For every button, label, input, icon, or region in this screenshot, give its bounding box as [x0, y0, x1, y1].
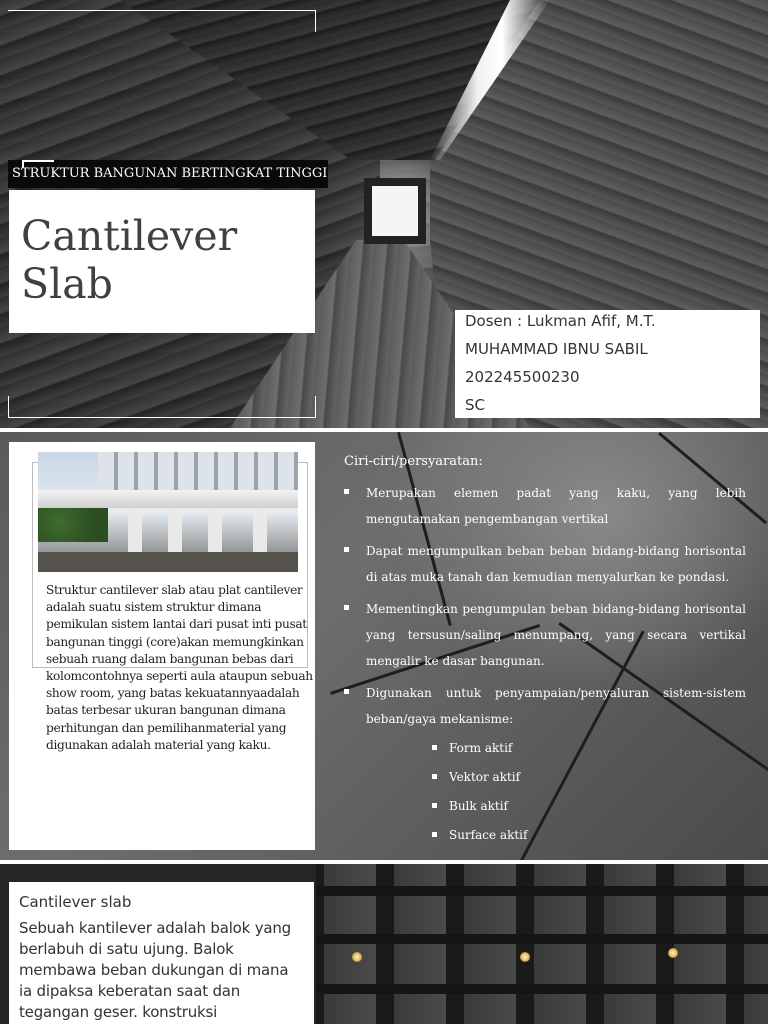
author-info-box: [455, 310, 760, 418]
requirements-heading: Ciri-ciri/persyaratan:: [344, 454, 483, 469]
ceiling-beam: [316, 934, 768, 944]
square-bullet-icon: [344, 605, 349, 610]
description-card: [9, 442, 315, 850]
sub-list-item: Vektor aktif: [344, 767, 746, 787]
title-box: [9, 190, 315, 333]
sub-list-item: Surface aktif: [344, 825, 746, 845]
student-name-line: MUHAMMAD IBNU SABIL: [465, 340, 648, 358]
ceiling-beam: [316, 984, 768, 994]
square-bullet-icon: [432, 745, 437, 750]
definition-box: [9, 882, 314, 1024]
sub-list-item: Bulk aktif: [344, 796, 746, 816]
list-item: Mementingkan pengumpulan beban bidang-bidang horisontal yang tersusun/saling menumpang, yang secara vertikal mengalir ke dasar bangunan.: [344, 596, 746, 674]
slide-characteristics: [0, 432, 768, 860]
square-bullet-icon: [432, 774, 437, 779]
list-item: Digunakan untuk penyampaian/penyaluran sistem-sistem beban/gaya mekanisme:: [344, 680, 746, 732]
student-id-line: 202245500230: [465, 368, 580, 386]
definition-title: Cantilever slab: [19, 893, 132, 911]
ceiling-lamp: [668, 948, 678, 958]
ceiling-beam: [316, 886, 768, 896]
square-bullet-icon: [432, 832, 437, 837]
square-bullet-icon: [344, 547, 349, 552]
course-subtitle: STRUKTUR BANGUNAN BERTINGKAT TINGGI: [8, 160, 328, 188]
ceiling-lamp: [520, 952, 530, 962]
subtitle-corner-mark: [22, 160, 54, 168]
sub-list-item: Form aktif: [344, 738, 746, 758]
corridor-end-window: [364, 178, 426, 244]
square-bullet-icon: [344, 689, 349, 694]
requirements-list: [344, 452, 746, 854]
class-line: SC: [465, 396, 485, 414]
slide-definition: [0, 864, 768, 1024]
square-bullet-icon: [344, 489, 349, 494]
decorative-frame-top: [8, 10, 316, 32]
list-item: Dapat mengumpulkan beban beban bidang-bidang horisontal di atas muka tanah dan kemudian menyalurkan ke pondasi.: [344, 538, 746, 590]
lecturer-line: Dosen : Lukman Afif, M.T.: [465, 312, 656, 330]
presentation-title: Cantilever Slab: [21, 212, 238, 308]
ceiling-lamp: [352, 952, 362, 962]
cantilever-building-photo: [38, 452, 298, 572]
decorative-frame-bottom: [8, 396, 316, 418]
square-bullet-icon: [432, 803, 437, 808]
definition-body: Sebuah kantilever adalah balok yang berlabuh di satu ujung. Balok membawa beban dukungan di mana ia dipaksa keberatan saat dan tegangan geser. konstruksi: [19, 919, 292, 1021]
cantilever-description: Struktur cantilever slab atau plat cantilever adalah suatu sistem struktur dimana pemikulan sistem lantai dari pusat inti pusat bangunan tinggi (core)akan memungkinkan sebuah ruang dalam bangunan bebas dari kolomcontohnya seperti aula ataupun sebuah show room, yang batas kekuatannyaadalah batas terbesar ukuran bangunan dimana perhitungan dan pemilihanmaterial yang digunakan adalah material yang kaku.: [46, 583, 313, 752]
slide-title: [0, 0, 768, 428]
list-item: Merupakan elemen padat yang kaku, yang lebih mengutamakan pengembangan vertikal: [344, 480, 746, 532]
